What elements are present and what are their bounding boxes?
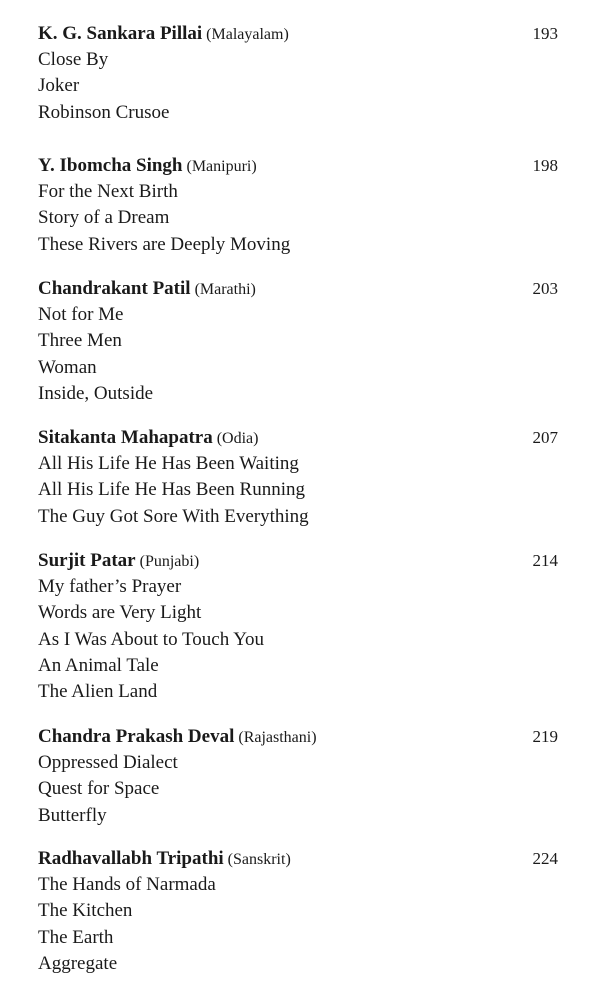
author-language: (Sanskrit)	[227, 851, 291, 868]
poem-title: The Alien Land	[38, 681, 158, 703]
poem-title: All His Life He Has Been Waiting	[38, 453, 299, 474]
author-language: (Rajasthani)	[238, 729, 317, 746]
poem-title: The Kitchen	[38, 900, 133, 922]
page-number: 193	[532, 24, 558, 43]
contents-entry	[38, 846, 558, 977]
author-name: Surjit Patar	[38, 550, 136, 571]
poem-title: Aggregate	[38, 952, 118, 974]
poem-title: Not for Me	[38, 304, 124, 325]
poem-title: Quest for Space	[38, 778, 160, 800]
poem-title: These Rivers are Deeply Moving	[38, 233, 291, 255]
entry-header	[38, 425, 558, 451]
entry-header	[38, 548, 558, 574]
poem-title: Woman	[38, 356, 97, 378]
page-number: 214	[532, 551, 558, 570]
author-name: Radhavallabh Tripathi	[38, 848, 224, 869]
page-number: 219	[532, 727, 558, 746]
author-language: (Manipuri)	[186, 158, 257, 175]
author-language: (Marathi)	[194, 281, 256, 298]
page-number: 224	[532, 849, 558, 868]
poem-title: Joker	[38, 75, 80, 97]
contents-entry	[38, 548, 558, 705]
page-number: 198	[532, 156, 558, 175]
poem-title: Inside, Outside	[38, 382, 154, 404]
poem-title: Three Men	[38, 330, 122, 352]
poem-title: All His Life He Has Been Running	[38, 479, 306, 501]
poem-title: Words are Very Light	[38, 602, 202, 624]
author-name: Chandrakant Patil	[38, 278, 191, 299]
page-number: 207	[532, 428, 558, 447]
poem-title: An Animal Tale	[38, 654, 159, 676]
poem-title: The Earth	[38, 926, 114, 948]
page-number: 203	[532, 279, 558, 298]
entry-header	[38, 846, 558, 872]
poem-title: Oppressed Dialect	[38, 752, 178, 773]
author-name: Sitakanta Mahapatra	[38, 427, 213, 448]
contents-entry	[38, 153, 558, 258]
contents-entry	[38, 21, 558, 126]
poem-title: The Hands of Narmada	[38, 874, 216, 895]
poem-title: Butterfly	[38, 804, 107, 826]
contents-entry	[38, 425, 558, 530]
poem-title: As I Was About to Touch You	[38, 628, 265, 650]
poem-title: The Guy Got Sore With Everything	[38, 505, 309, 527]
author-name: Y. Ibomcha Singh	[38, 155, 183, 176]
author-name: Chandra Prakash Deval	[38, 726, 235, 747]
author-language: (Punjabi)	[139, 553, 200, 570]
entry-header	[38, 276, 558, 302]
entry-header	[38, 21, 558, 47]
contents-entry	[38, 724, 558, 829]
author-language: (Odia)	[216, 430, 259, 447]
author-name: K. G. Sankara Pillai	[38, 23, 203, 44]
poem-title: For the Next Birth	[38, 181, 178, 202]
poem-title: Story of a Dream	[38, 207, 170, 229]
poem-title: Robinson Crusoe	[38, 101, 170, 123]
entry-header	[38, 724, 558, 750]
entry-header	[38, 153, 558, 179]
contents-entry	[38, 276, 558, 407]
poem-title: My father’s Prayer	[38, 576, 182, 597]
poem-title: Close By	[38, 49, 109, 70]
author-language: (Malayalam)	[206, 26, 289, 43]
